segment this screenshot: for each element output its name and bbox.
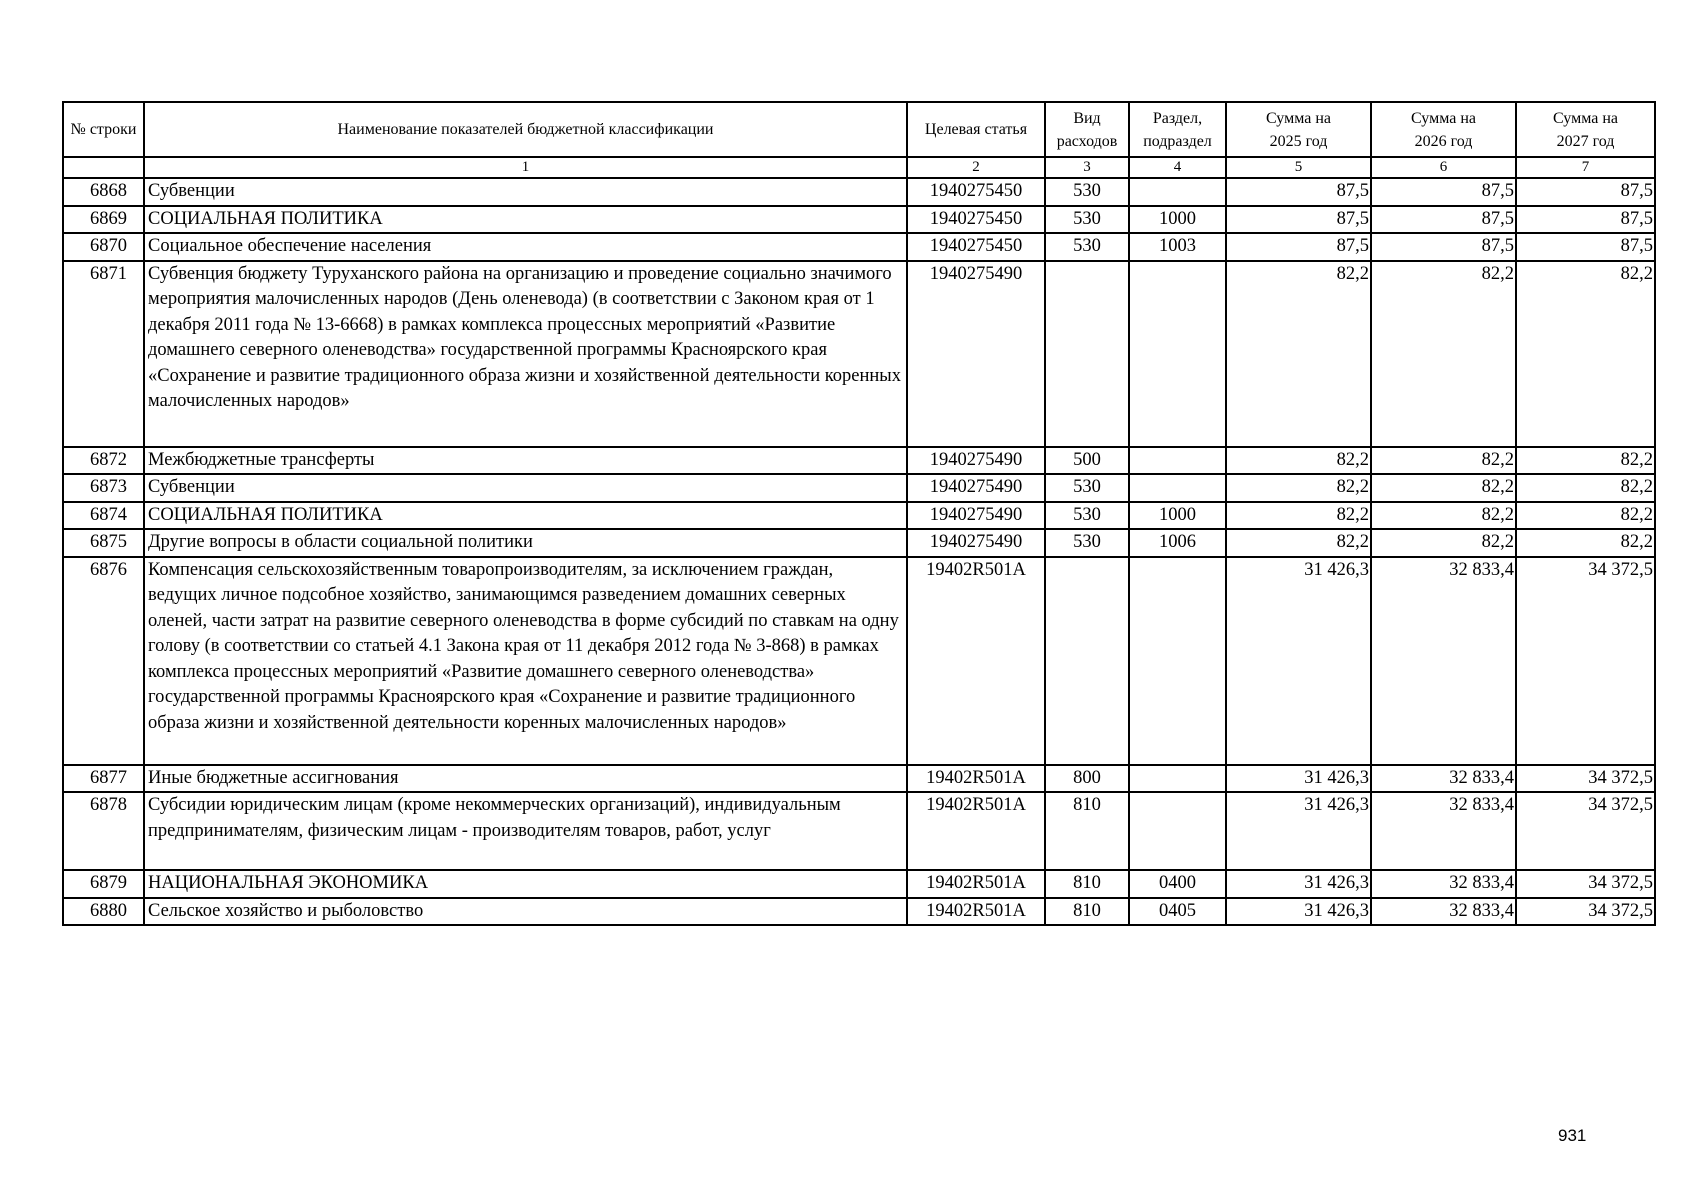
cell-expense-type: 810 — [1045, 792, 1129, 870]
header-target-article: Целевая статья — [907, 102, 1045, 157]
cell-expense-type: 810 — [1045, 870, 1129, 898]
cell-target-article: 1940275490 — [907, 529, 1045, 557]
cell-sum-2026: 82,2 — [1371, 529, 1516, 557]
cell-target-article: 1940275450 — [907, 233, 1045, 261]
table-body — [63, 178, 1655, 925]
cell-row-number: 6876 — [63, 557, 144, 765]
budget-table — [62, 101, 1656, 926]
cell-target-article: 1940275450 — [907, 206, 1045, 234]
cell-name: Субсидии юридическим лицам (кроме некоммерческих организаций), индивидуальным предпринимателям, физическим лицам - производителям товаров, работ, услуг — [144, 792, 907, 870]
cell-sum-2026: 32 833,4 — [1371, 898, 1516, 926]
cell-expense-type: 530 — [1045, 474, 1129, 502]
cell-section — [1129, 178, 1226, 206]
cell-row-number: 6879 — [63, 870, 144, 898]
table-header — [63, 102, 1655, 178]
cell-name: СОЦИАЛЬНАЯ ПОЛИТИКА — [144, 502, 907, 530]
cell-name: Субвенции — [144, 474, 907, 502]
cell-row-number: 6871 — [63, 261, 144, 447]
cell-section: 1000 — [1129, 502, 1226, 530]
cell-section: 0400 — [1129, 870, 1226, 898]
cell-target-article: 1940275450 — [907, 178, 1045, 206]
cell-row-number: 6880 — [63, 898, 144, 926]
column-number: 2 — [907, 157, 1045, 178]
cell-expense-type — [1045, 557, 1129, 765]
page-number: 931 — [1558, 1126, 1587, 1145]
cell-sum-2027: 87,5 — [1516, 178, 1655, 206]
cell-target-article: 19402R501A — [907, 557, 1045, 765]
cell-expense-type: 530 — [1045, 233, 1129, 261]
cell-sum-2025: 82,2 — [1226, 447, 1371, 475]
cell-name: Субвенция бюджету Туруханского района на организацию и проведение социально значимого мероприятия малочисленных народов (День оленевода) (в соответствии с Законом края от 1 декабря 2011 года № 13-6668) в рамках комплекса процессных мероприятий «Развитие домашнего северного оленеводства» государственной программы Красноярского края «Сохранение и развитие традиционного образа жизни и хозяйственной деятельности коренных малочисленных народов» — [144, 261, 907, 447]
column-number: 5 — [1226, 157, 1371, 178]
cell-sum-2025: 31 426,3 — [1226, 870, 1371, 898]
cell-sum-2027: 34 372,5 — [1516, 870, 1655, 898]
cell-section: 1006 — [1129, 529, 1226, 557]
column-number: 6 — [1371, 157, 1516, 178]
cell-target-article: 1940275490 — [907, 261, 1045, 447]
cell-sum-2026: 32 833,4 — [1371, 870, 1516, 898]
table-row — [63, 765, 1655, 793]
cell-row-number: 6878 — [63, 792, 144, 870]
cell-name: Компенсация сельскохозяйственным товаропроизводителям, за исключением граждан, ведущих личное подсобное хозяйство, занимающимся разведением домашних северных оленей, части затрат на развитие северного оленеводства в форме субсидий по ставкам на одну голову (в соответствии со статьей 4.1 Закона края от 11 декабря 2012 года № 3-868) в рамках комплекса процессных мероприятий «Развитие домашнего северного оленеводства» государственной программы Красноярского края «Сохранение и развитие традиционного образа жизни и хозяйственной деятельности коренных малочисленных народов» — [144, 557, 907, 765]
cell-sum-2027: 82,2 — [1516, 474, 1655, 502]
cell-sum-2026: 82,2 — [1371, 261, 1516, 447]
cell-target-article: 1940275490 — [907, 474, 1045, 502]
cell-sum-2027: 34 372,5 — [1516, 765, 1655, 793]
cell-sum-2027: 82,2 — [1516, 261, 1655, 447]
cell-sum-2027: 34 372,5 — [1516, 898, 1655, 926]
cell-sum-2027: 34 372,5 — [1516, 557, 1655, 765]
cell-name: Сельское хозяйство и рыболовство — [144, 898, 907, 926]
cell-sum-2026: 32 833,4 — [1371, 765, 1516, 793]
cell-name: Межбюджетные трансферты — [144, 447, 907, 475]
cell-section: 1000 — [1129, 206, 1226, 234]
table-row — [63, 233, 1655, 261]
cell-name: Субвенции — [144, 178, 907, 206]
cell-name: Другие вопросы в области социальной политики — [144, 529, 907, 557]
table-row — [63, 502, 1655, 530]
table-row — [63, 261, 1655, 447]
table-row — [63, 557, 1655, 765]
cell-expense-type — [1045, 261, 1129, 447]
cell-section: 1003 — [1129, 233, 1226, 261]
table-row — [63, 474, 1655, 502]
table-row — [63, 870, 1655, 898]
cell-name: Иные бюджетные ассигнования — [144, 765, 907, 793]
cell-section — [1129, 765, 1226, 793]
column-number: 7 — [1516, 157, 1655, 178]
cell-row-number: 6869 — [63, 206, 144, 234]
cell-section — [1129, 261, 1226, 447]
cell-row-number: 6870 — [63, 233, 144, 261]
cell-row-number: 6873 — [63, 474, 144, 502]
cell-sum-2025: 31 426,3 — [1226, 557, 1371, 765]
header-sum-2027: Сумма на 2027 год — [1516, 102, 1655, 157]
table-row — [63, 529, 1655, 557]
table-row — [63, 792, 1655, 870]
cell-expense-type: 530 — [1045, 529, 1129, 557]
cell-section: 0405 — [1129, 898, 1226, 926]
cell-row-number: 6877 — [63, 765, 144, 793]
cell-sum-2026: 32 833,4 — [1371, 557, 1516, 765]
cell-name: СОЦИАЛЬНАЯ ПОЛИТИКА — [144, 206, 907, 234]
header-name: Наименование показателей бюджетной классификации — [144, 102, 907, 157]
cell-row-number: 6875 — [63, 529, 144, 557]
cell-sum-2027: 34 372,5 — [1516, 792, 1655, 870]
cell-name: Социальное обеспечение населения — [144, 233, 907, 261]
table-row — [63, 206, 1655, 234]
table-row — [63, 447, 1655, 475]
cell-section — [1129, 474, 1226, 502]
cell-sum-2027: 87,5 — [1516, 233, 1655, 261]
cell-row-number: 6868 — [63, 178, 144, 206]
cell-sum-2026: 82,2 — [1371, 502, 1516, 530]
cell-sum-2025: 82,2 — [1226, 529, 1371, 557]
cell-sum-2025: 82,2 — [1226, 502, 1371, 530]
cell-expense-type: 800 — [1045, 765, 1129, 793]
cell-sum-2025: 31 426,3 — [1226, 792, 1371, 870]
column-number: 1 — [144, 157, 907, 178]
cell-target-article: 19402R501A — [907, 898, 1045, 926]
cell-section — [1129, 557, 1226, 765]
header-section: Раздел, подраздел — [1129, 102, 1226, 157]
cell-sum-2025: 82,2 — [1226, 261, 1371, 447]
cell-expense-type: 530 — [1045, 502, 1129, 530]
column-number: 3 — [1045, 157, 1129, 178]
table-row — [63, 178, 1655, 206]
cell-sum-2026: 82,2 — [1371, 474, 1516, 502]
cell-sum-2025: 87,5 — [1226, 233, 1371, 261]
header-row-number: № строки — [63, 102, 144, 157]
cell-sum-2026: 87,5 — [1371, 233, 1516, 261]
cell-target-article: 19402R501A — [907, 765, 1045, 793]
column-number-row — [63, 157, 1655, 178]
cell-sum-2026: 32 833,4 — [1371, 792, 1516, 870]
cell-sum-2025: 87,5 — [1226, 206, 1371, 234]
cell-sum-2025: 87,5 — [1226, 178, 1371, 206]
column-number: 4 — [1129, 157, 1226, 178]
cell-row-number: 6874 — [63, 502, 144, 530]
cell-sum-2027: 82,2 — [1516, 447, 1655, 475]
cell-sum-2025: 31 426,3 — [1226, 898, 1371, 926]
cell-sum-2027: 87,5 — [1516, 206, 1655, 234]
header-sum-2026: Сумма на 2026 год — [1371, 102, 1516, 157]
cell-target-article: 1940275490 — [907, 502, 1045, 530]
column-number-blank — [63, 157, 144, 178]
cell-sum-2025: 31 426,3 — [1226, 765, 1371, 793]
cell-sum-2026: 87,5 — [1371, 206, 1516, 234]
cell-expense-type: 500 — [1045, 447, 1129, 475]
header-expense-type: Вид расходов — [1045, 102, 1129, 157]
cell-expense-type: 530 — [1045, 206, 1129, 234]
cell-expense-type: 810 — [1045, 898, 1129, 926]
table-row — [63, 898, 1655, 926]
cell-expense-type: 530 — [1045, 178, 1129, 206]
cell-sum-2026: 82,2 — [1371, 447, 1516, 475]
cell-sum-2026: 87,5 — [1371, 178, 1516, 206]
cell-name: НАЦИОНАЛЬНАЯ ЭКОНОМИКА — [144, 870, 907, 898]
cell-sum-2025: 82,2 — [1226, 474, 1371, 502]
cell-sum-2027: 82,2 — [1516, 502, 1655, 530]
cell-target-article: 19402R501A — [907, 792, 1045, 870]
cell-target-article: 1940275490 — [907, 447, 1045, 475]
header-row — [63, 102, 1655, 157]
cell-section — [1129, 792, 1226, 870]
cell-sum-2027: 82,2 — [1516, 529, 1655, 557]
cell-section — [1129, 447, 1226, 475]
cell-row-number: 6872 — [63, 447, 144, 475]
header-sum-2025: Сумма на 2025 год — [1226, 102, 1371, 157]
cell-target-article: 19402R501A — [907, 870, 1045, 898]
